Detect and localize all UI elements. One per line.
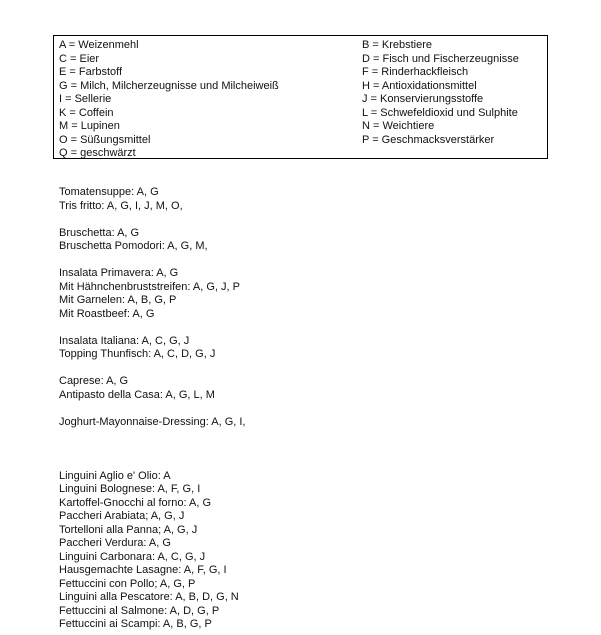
menu-group-italiana xyxy=(59,335,579,362)
spacer xyxy=(59,321,579,335)
menu-item: Fettuccini ai Scampi: A, B, G, P xyxy=(59,618,212,630)
legend-column-left xyxy=(59,39,279,161)
legend-column-right xyxy=(362,39,519,147)
legend-entry: N = Weichtiere xyxy=(362,120,435,132)
menu-group-soups xyxy=(59,186,579,213)
allergen-legend-box xyxy=(53,35,548,159)
legend-entry: H = Antioxidationsmittel xyxy=(362,79,477,92)
menu-item: Tris fritto: A, G, I, J, M, O, xyxy=(59,199,183,212)
menu-item: Topping Thunfisch: A, C, D, G, J xyxy=(59,348,216,360)
menu-item: Joghurt-Mayonnaise-Dressing: A, G, I, xyxy=(59,415,246,428)
spacer xyxy=(59,429,579,470)
menu-item: Kartoffel-Gnocchi al forno: A, G xyxy=(59,496,212,509)
legend-entry: P = Geschmacksverstärker xyxy=(362,133,495,146)
menu-group-primavera xyxy=(59,267,579,321)
legend-entry: F = Rinderhackfleisch xyxy=(362,66,469,78)
menu-group-bruschetta xyxy=(59,227,579,254)
menu-group-dressing xyxy=(59,416,579,430)
menu-item: Hausgemachte Lasagne: A, F, G, I xyxy=(59,564,227,576)
menu-item: Linguini Bolognese: A, F, G, I xyxy=(59,483,201,495)
legend-entry: E = Farbstoff xyxy=(59,66,123,78)
spacer xyxy=(59,213,579,227)
menu-item: Tomatensuppe: A, G xyxy=(59,186,159,198)
menu-item: Linguini Aglio e' Olio: A xyxy=(59,469,171,482)
menu-item: Bruschetta Pomodori: A, G, M, xyxy=(59,240,208,252)
menu-item: Fettuccini al Salmone: A, D, G, P xyxy=(59,604,220,617)
menu-allergen-list xyxy=(59,186,579,632)
menu-group-pasta xyxy=(59,470,579,632)
menu-item: Mit Garnelen: A, B, G, P xyxy=(59,294,177,306)
legend-entry: K = Coffein xyxy=(59,106,114,119)
legend-entry: A = Weizenmehl xyxy=(59,39,139,51)
legend-entry: G = Milch, Milcherzeugnisse und Milcheiweiß xyxy=(59,79,279,92)
menu-item: Linguini alla Pescatore: A, B, D, G, N xyxy=(59,591,239,603)
menu-item: Paccheri Arabiata; A, G, J xyxy=(59,510,185,522)
legend-entry: O = Süßungsmittel xyxy=(59,133,151,146)
legend-entry: I = Sellerie xyxy=(59,93,112,105)
menu-item: Mit Roastbeef: A, G xyxy=(59,307,155,320)
legend-entry: D = Fisch und Fischerzeugnisse xyxy=(362,52,519,65)
legend-entry: M = Lupinen xyxy=(59,120,120,132)
menu-item: Mit Hähnchenbruststreifen: A, G, J, P xyxy=(59,280,240,293)
spacer xyxy=(59,362,579,376)
menu-item: Bruschetta: A, G xyxy=(59,226,140,239)
legend-entry: L = Schwefeldioxid und Sulphite xyxy=(362,106,518,119)
menu-item: Linguini Carbonara: A, C, G, J xyxy=(59,550,206,563)
menu-item: Tortelloni alla Panna; A, G, J xyxy=(59,523,198,536)
spacer xyxy=(59,254,579,268)
legend-entry: Q = geschwärzt xyxy=(59,147,136,159)
legend-entry: B = Krebstiere xyxy=(362,39,433,51)
menu-item: Insalata Primavera: A, G xyxy=(59,267,179,279)
menu-group-antipasti xyxy=(59,375,579,402)
menu-item: Paccheri Verdura: A, G xyxy=(59,537,171,549)
legend-entry: J = Konservierungsstoffe xyxy=(362,93,484,105)
menu-item: Antipasto della Casa: A, G, L, M xyxy=(59,388,215,401)
spacer xyxy=(59,402,579,416)
menu-item: Insalata Italiana: A, C, G, J xyxy=(59,334,190,347)
menu-item: Fettuccini con Pollo; A, G, P xyxy=(59,577,196,590)
menu-item: Caprese: A, G xyxy=(59,375,129,387)
legend-entry: C = Eier xyxy=(59,52,100,65)
